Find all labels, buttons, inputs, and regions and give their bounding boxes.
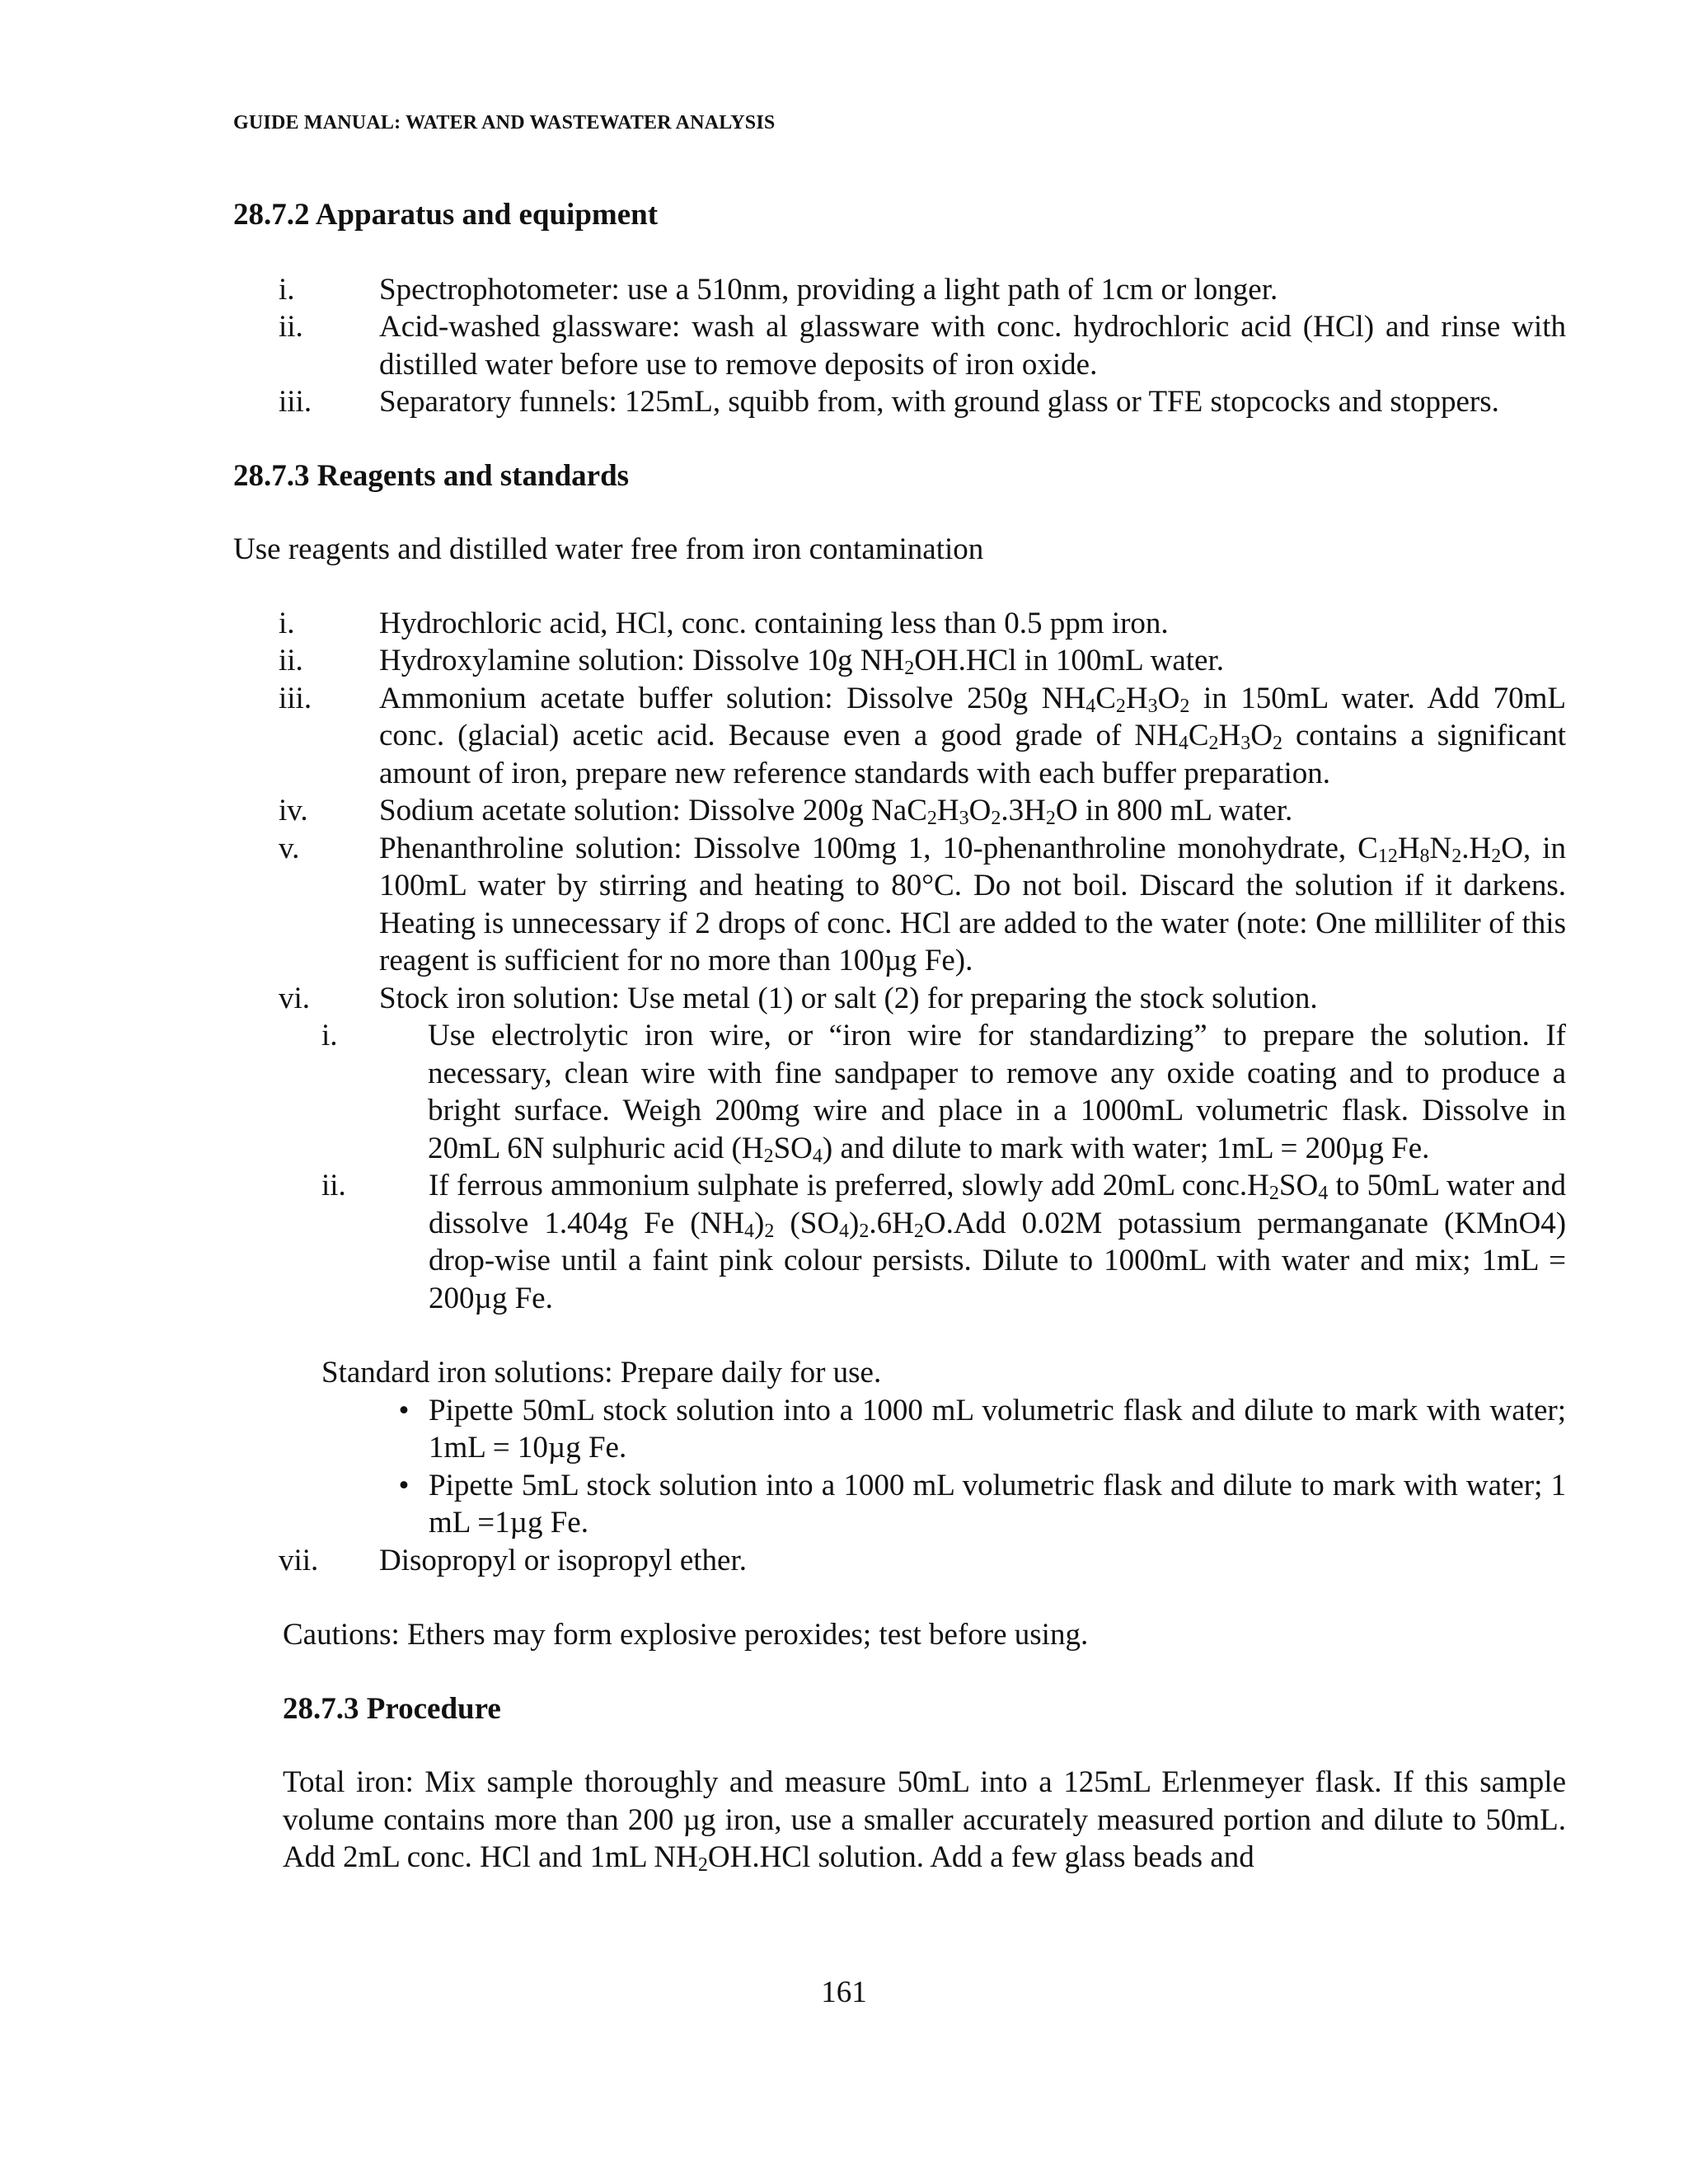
list-number: iv. — [279, 794, 308, 827]
section-heading-apparatus: 28.7.2 Apparatus and equipment — [233, 198, 659, 232]
bullet-icon: • — [398, 1393, 410, 1427]
running-header: GUIDE MANUAL: WATER AND WASTEWATER ANALYSIS — [233, 112, 776, 134]
list-text: Pipette 50mL stock solution into a 1000 mL volumetric flask and dilute to mark with water; 1mL = 10µg Fe. — [429, 1393, 1566, 1465]
list-text: Disopropyl or isopropyl ether. — [379, 1543, 748, 1577]
list-text: Phenanthroline solution: Dissolve 100mg 1, 10-phenanthroline monohydrate, $C_{12}H_8N_2.H_2O$, in 100mL water by stirring and heating to 80°C. Do not boil. Discard the solution if it darkens. Heating is unnecessary if 2 drops of conc. HCl are added to the water (note: One milliliter of this reagent is sufficient for no more than 100µg Fe). — [379, 831, 1566, 977]
list-number: i. — [279, 606, 295, 640]
section-heading-procedure: 28.7.3 Procedure — [283, 1691, 501, 1726]
list-number: vi. — [279, 981, 311, 1015]
list-text: If ferrous ammonium sulphate is preferred, slowly add 20mL $conc.H_2SO_4$ to 50mL water and dissolve 1.404g Fe $(NH_4)_2$ $(SO_4)_2.6H_2O.Add$ 0.02M potassium permanganate (KMnO4) drop-wise until a faint pink colour persists. Dilute to 1000mL with water and mix; 1mL = 200µg Fe. — [429, 1169, 1567, 1315]
list-text: Hydroxylamine solution: Dissolve 10g $NH_2OH.HCl$ in 100mL water. — [379, 644, 1224, 679]
reagents-intro: Use reagents and distilled water free from iron contamination — [233, 532, 984, 566]
list-text: Ammonium acetate buffer solution: Dissolve 250g $NH_4C_2H_3O_2$ in 150mL water. Add 70mL conc. (glacial) acetic acid. Because even a good grade of $NH_4C_2H_3O_2$ contains a significant amount of iron, prepare new reference standards with each buffer preparation. — [379, 681, 1567, 790]
list-item — [279, 980, 1566, 1018]
caution-note: Cautions: Ethers may form explosive peroxides; test before using. — [283, 1618, 1089, 1652]
list-item — [279, 271, 1566, 309]
list-number: i. — [321, 1019, 338, 1052]
section-heading-reagents: 28.7.3 Reagents and standards — [233, 458, 630, 493]
list-number: vii. — [279, 1543, 319, 1577]
list-item — [321, 1167, 1566, 1317]
list-text: Hydrochloric acid, HCl, conc. containing less than 0.5 ppm iron. — [379, 606, 1169, 640]
list-text: Acid-washed glassware: wash al glassware with conc. hydrochloric acid (HCl) and rinse with distilled water before use to remove deposits of iron oxide. — [379, 310, 1566, 382]
apparatus-list — [233, 271, 1566, 421]
list-item — [279, 642, 1566, 680]
list-text: Spectrophotometer: use a 510nm, providing a light path of 1cm or longer. — [379, 272, 1278, 307]
list-number: v. — [279, 831, 300, 865]
reagents-list — [233, 605, 1566, 1580]
list-item — [279, 308, 1566, 383]
list-text: Use electrolytic iron wire, or “iron wire for standardizing” to prepare the solution. If necessary, clean wire with fine sandpaper to remove any oxide coating and to produce a bright surface. Weigh 200mg wire and place in a 1000mL volumetric flask. Dissolve in 20mL 6N sulphuric acid $(H_2SO_4)$ and dilute to mark with water; 1mL = 200µg Fe. — [428, 1019, 1566, 1167]
list-number: iii. — [279, 385, 312, 419]
list-number: ii. — [279, 310, 303, 344]
list-number: i. — [279, 272, 295, 307]
list-text: Sodium acetate solution: Dissolve 200g $NaC_2H_3O_2.3H_2O$ in 800 mL water. — [379, 794, 1293, 829]
list-item — [379, 1467, 1566, 1542]
procedure-paragraph: Total iron: Mix sample thoroughly and measure 50mL into a 125mL Erlenmeyer flask. If this sample volume contains more than 200 µg iron, use a smaller accurately measured portion and dilute to 50mL. Add 2mL conc. HCl and 1mL $NH_2OH.HCl$ solution. Add a few glass beads and — [283, 1765, 1566, 1876]
list-number: iii. — [279, 681, 312, 715]
page-number: 161 — [821, 1975, 867, 2009]
list-text: Separatory funnels: 125mL, squibb from, with ground glass or TFE stopcocks and stoppers. — [379, 385, 1499, 419]
page-content — [233, 196, 1566, 1877]
stock-solution-sublist — [279, 1017, 1566, 1317]
list-number: ii. — [279, 644, 303, 677]
list-item — [279, 605, 1566, 643]
list-text: Pipette 5mL stock solution into a 1000 mL volumetric flask and dilute to mark with water; 1 mL =1µg Fe. — [429, 1468, 1566, 1540]
list-item — [279, 383, 1566, 421]
list-item — [321, 1017, 1566, 1167]
list-item — [279, 830, 1566, 980]
list-item — [379, 1392, 1566, 1467]
list-item — [279, 1542, 1566, 1580]
list-item — [279, 792, 1566, 830]
standard-solutions-bullets — [279, 1392, 1566, 1542]
standard-solutions-intro: Standard iron solutions: Prepare daily for use. — [321, 1356, 882, 1390]
list-number: ii. — [321, 1169, 346, 1202]
list-item — [279, 680, 1566, 793]
list-text: Stock iron solution: Use metal (1) or salt (2) for preparing the stock solution. — [379, 981, 1318, 1015]
bullet-icon: • — [398, 1468, 410, 1502]
